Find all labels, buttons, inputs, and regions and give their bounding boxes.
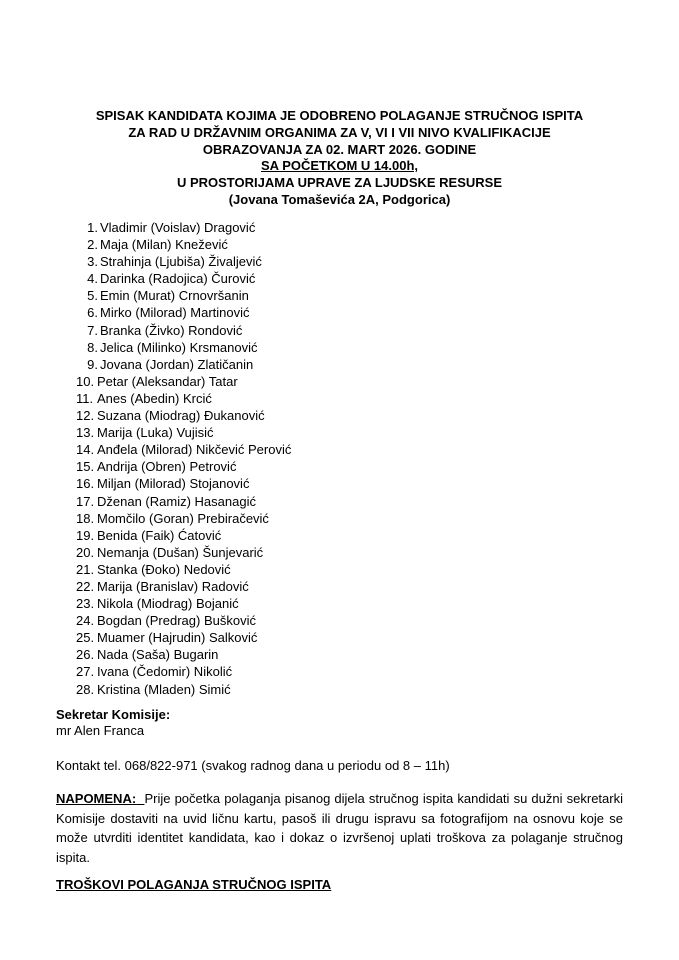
list-item-name: Branka (Živko) Rondović: [100, 322, 243, 338]
list-item-number: 12.: [76, 408, 95, 424]
list-item: [76, 475, 291, 492]
list-item: [76, 561, 291, 578]
list-item-name: Mirko (Milorad) Martinović: [100, 305, 250, 321]
title-line-start-time: SA POČETKOM U 14.00h,: [261, 158, 418, 174]
list-item: [76, 253, 291, 270]
list-item-number: 20.: [76, 544, 95, 560]
list-item-name: Momčilo (Goran) Prebiračević: [97, 510, 269, 526]
list-item: [76, 629, 291, 646]
candidate-list: [76, 219, 291, 698]
list-item: [76, 287, 291, 304]
list-item-name: Emin (Murat) Crnovršanin: [100, 288, 249, 304]
list-item-number: 9.: [87, 356, 98, 372]
list-item-number: 25.: [76, 630, 95, 646]
list-item-name: Ivana (Čedomir) Nikolić: [97, 664, 233, 680]
list-item-number: 6.: [87, 305, 98, 321]
note-label: NAPOMENA:: [56, 791, 137, 806]
list-item: [76, 339, 291, 356]
list-item-number: 8.: [87, 339, 98, 355]
secretary-name: mr Alen Franca: [56, 723, 145, 738]
contact-line: Kontakt tel. 068/822-971 (svakog radnog dana u periodu od 8 – 11h): [56, 758, 450, 773]
list-item-number: 5.: [87, 288, 98, 304]
list-item-name: Nikola (Miodrag) Bojanić: [97, 596, 239, 612]
note-text: Prije početka polaganja pisanog dijela stručnog ispita kandidati su dužni sekretarki Komisije dostaviti na uvid ličnu kartu, pasoš ili drugu ispravu sa fotografijom na osnovu koje se može utvrditi identitet kandidata, kao i dokaz o izvršenoj uplati troškova za polaganje stručnog ispita.: [56, 791, 623, 865]
list-item-number: 1.: [87, 220, 98, 235]
list-item-number: 11.: [76, 390, 94, 406]
note-paragraph: [56, 789, 623, 867]
list-item: [76, 527, 291, 544]
list-item: [76, 322, 291, 339]
list-item: [76, 407, 291, 424]
list-item-number: 18.: [76, 510, 95, 526]
list-item-number: 10.: [76, 373, 95, 389]
list-item: [76, 236, 291, 253]
list-item: [76, 595, 291, 612]
costs-heading: TROŠKOVI POLAGANJA STRUČNOG ISPITA: [56, 877, 332, 892]
list-item-name: Jelica (Milinko) Krsmanović: [100, 339, 258, 355]
list-item-number: 19.: [76, 527, 95, 543]
title-line: ZA RAD U DRŽAVNIM ORGANIMA ZA V, VI I VII NIVO KVALIFIKACIJE: [128, 124, 551, 140]
list-item-name: Darinka (Radojica) Čurović: [100, 271, 256, 287]
list-item: [76, 441, 291, 458]
list-item-name: Miljan (Milorad) Stojanović: [97, 476, 250, 492]
list-item: [76, 424, 291, 441]
list-item: [76, 219, 291, 236]
list-item-name: Benida (Faik) Ćatović: [97, 527, 222, 543]
list-item-number: 7.: [87, 322, 98, 338]
list-item-number: 22.: [76, 578, 95, 594]
list-item-number: 16.: [76, 476, 95, 492]
list-item-name: Anes (Abedin) Krcić: [97, 390, 212, 406]
secretary-label: Sekretar Komisije:: [56, 707, 171, 722]
list-item-name: Muamer (Hajrudin) Salković: [97, 630, 258, 646]
list-item-name: Marija (Branislav) Radović: [97, 578, 249, 594]
list-item-name: Bogdan (Predrag) Bušković: [97, 613, 256, 629]
list-item-number: 15.: [76, 459, 95, 475]
list-item-number: 4.: [87, 271, 98, 287]
list-item-number: 27.: [76, 664, 95, 680]
list-item-name: Suzana (Miodrag) Đukanović: [97, 408, 265, 424]
list-item-name: Petar (Aleksandar) Tatar: [97, 373, 238, 389]
list-item-name: Dženan (Ramiz) Hasanagić: [97, 493, 256, 509]
list-item-name: Nada (Saša) Bugarin: [97, 647, 219, 663]
list-item-number: 24.: [76, 613, 95, 629]
list-item: [76, 510, 291, 527]
list-item-name: Nemanja (Dušan) Šunjevarić: [97, 544, 264, 560]
list-item-name: Strahinja (Ljubiša) Živaljević: [100, 254, 262, 270]
list-item-name: Stanka (Đoko) Nedović: [97, 561, 231, 577]
title-line: U PROSTORIJAMA UPRAVE ZA LJUDSKE RESURSE: [176, 175, 503, 191]
list-item: [76, 578, 291, 595]
list-item-number: 21.: [76, 561, 95, 577]
list-item-name: Andrija (Obren) Petrović: [97, 459, 237, 475]
list-item-name: Anđela (Milorad) Nikčević Perović: [97, 442, 292, 458]
list-item: [76, 390, 291, 407]
list-item-number: 14.: [76, 442, 95, 458]
list-item-number: 3.: [87, 254, 98, 270]
list-item-number: 13.: [76, 425, 95, 441]
title-line: OBRAZOVANJA ZA 02. MART 2026. GODINE: [202, 141, 477, 157]
list-item-name: Marija (Luka) Vujisić: [97, 425, 214, 441]
list-item-name: Maja (Milan) Knežević: [100, 237, 228, 253]
list-item: [76, 493, 291, 510]
list-item-number: 17.: [76, 493, 95, 509]
list-item: [76, 304, 291, 321]
list-item-number: 23.: [76, 596, 95, 612]
list-item: [76, 646, 291, 663]
list-item: [76, 663, 291, 680]
list-item: [76, 270, 291, 287]
list-item-name: Jovana (Jordan) Zlatičanin: [100, 356, 254, 372]
title-line-address: (Jovana Tomaševića 2A, Podgorica): [228, 191, 451, 207]
title-line: SPISAK KANDIDATA KOJIMA JE ODOBRENO POLAGANJE STRUČNOG ISPITA: [95, 108, 584, 123]
list-item-name: Kristina (Mladen) Simić: [97, 681, 231, 697]
list-item: [76, 681, 291, 698]
list-item-number: 26.: [76, 647, 95, 663]
list-item: [76, 544, 291, 561]
document-title: [0, 108, 679, 209]
list-item: [76, 458, 291, 475]
list-item-number: 2.: [87, 237, 98, 253]
list-item: [76, 373, 291, 390]
list-item: [76, 612, 291, 629]
list-item-name: Vladimir (Voislav) Dragović: [100, 220, 256, 235]
list-item-number: 28.: [76, 681, 95, 697]
list-item: [76, 356, 291, 373]
